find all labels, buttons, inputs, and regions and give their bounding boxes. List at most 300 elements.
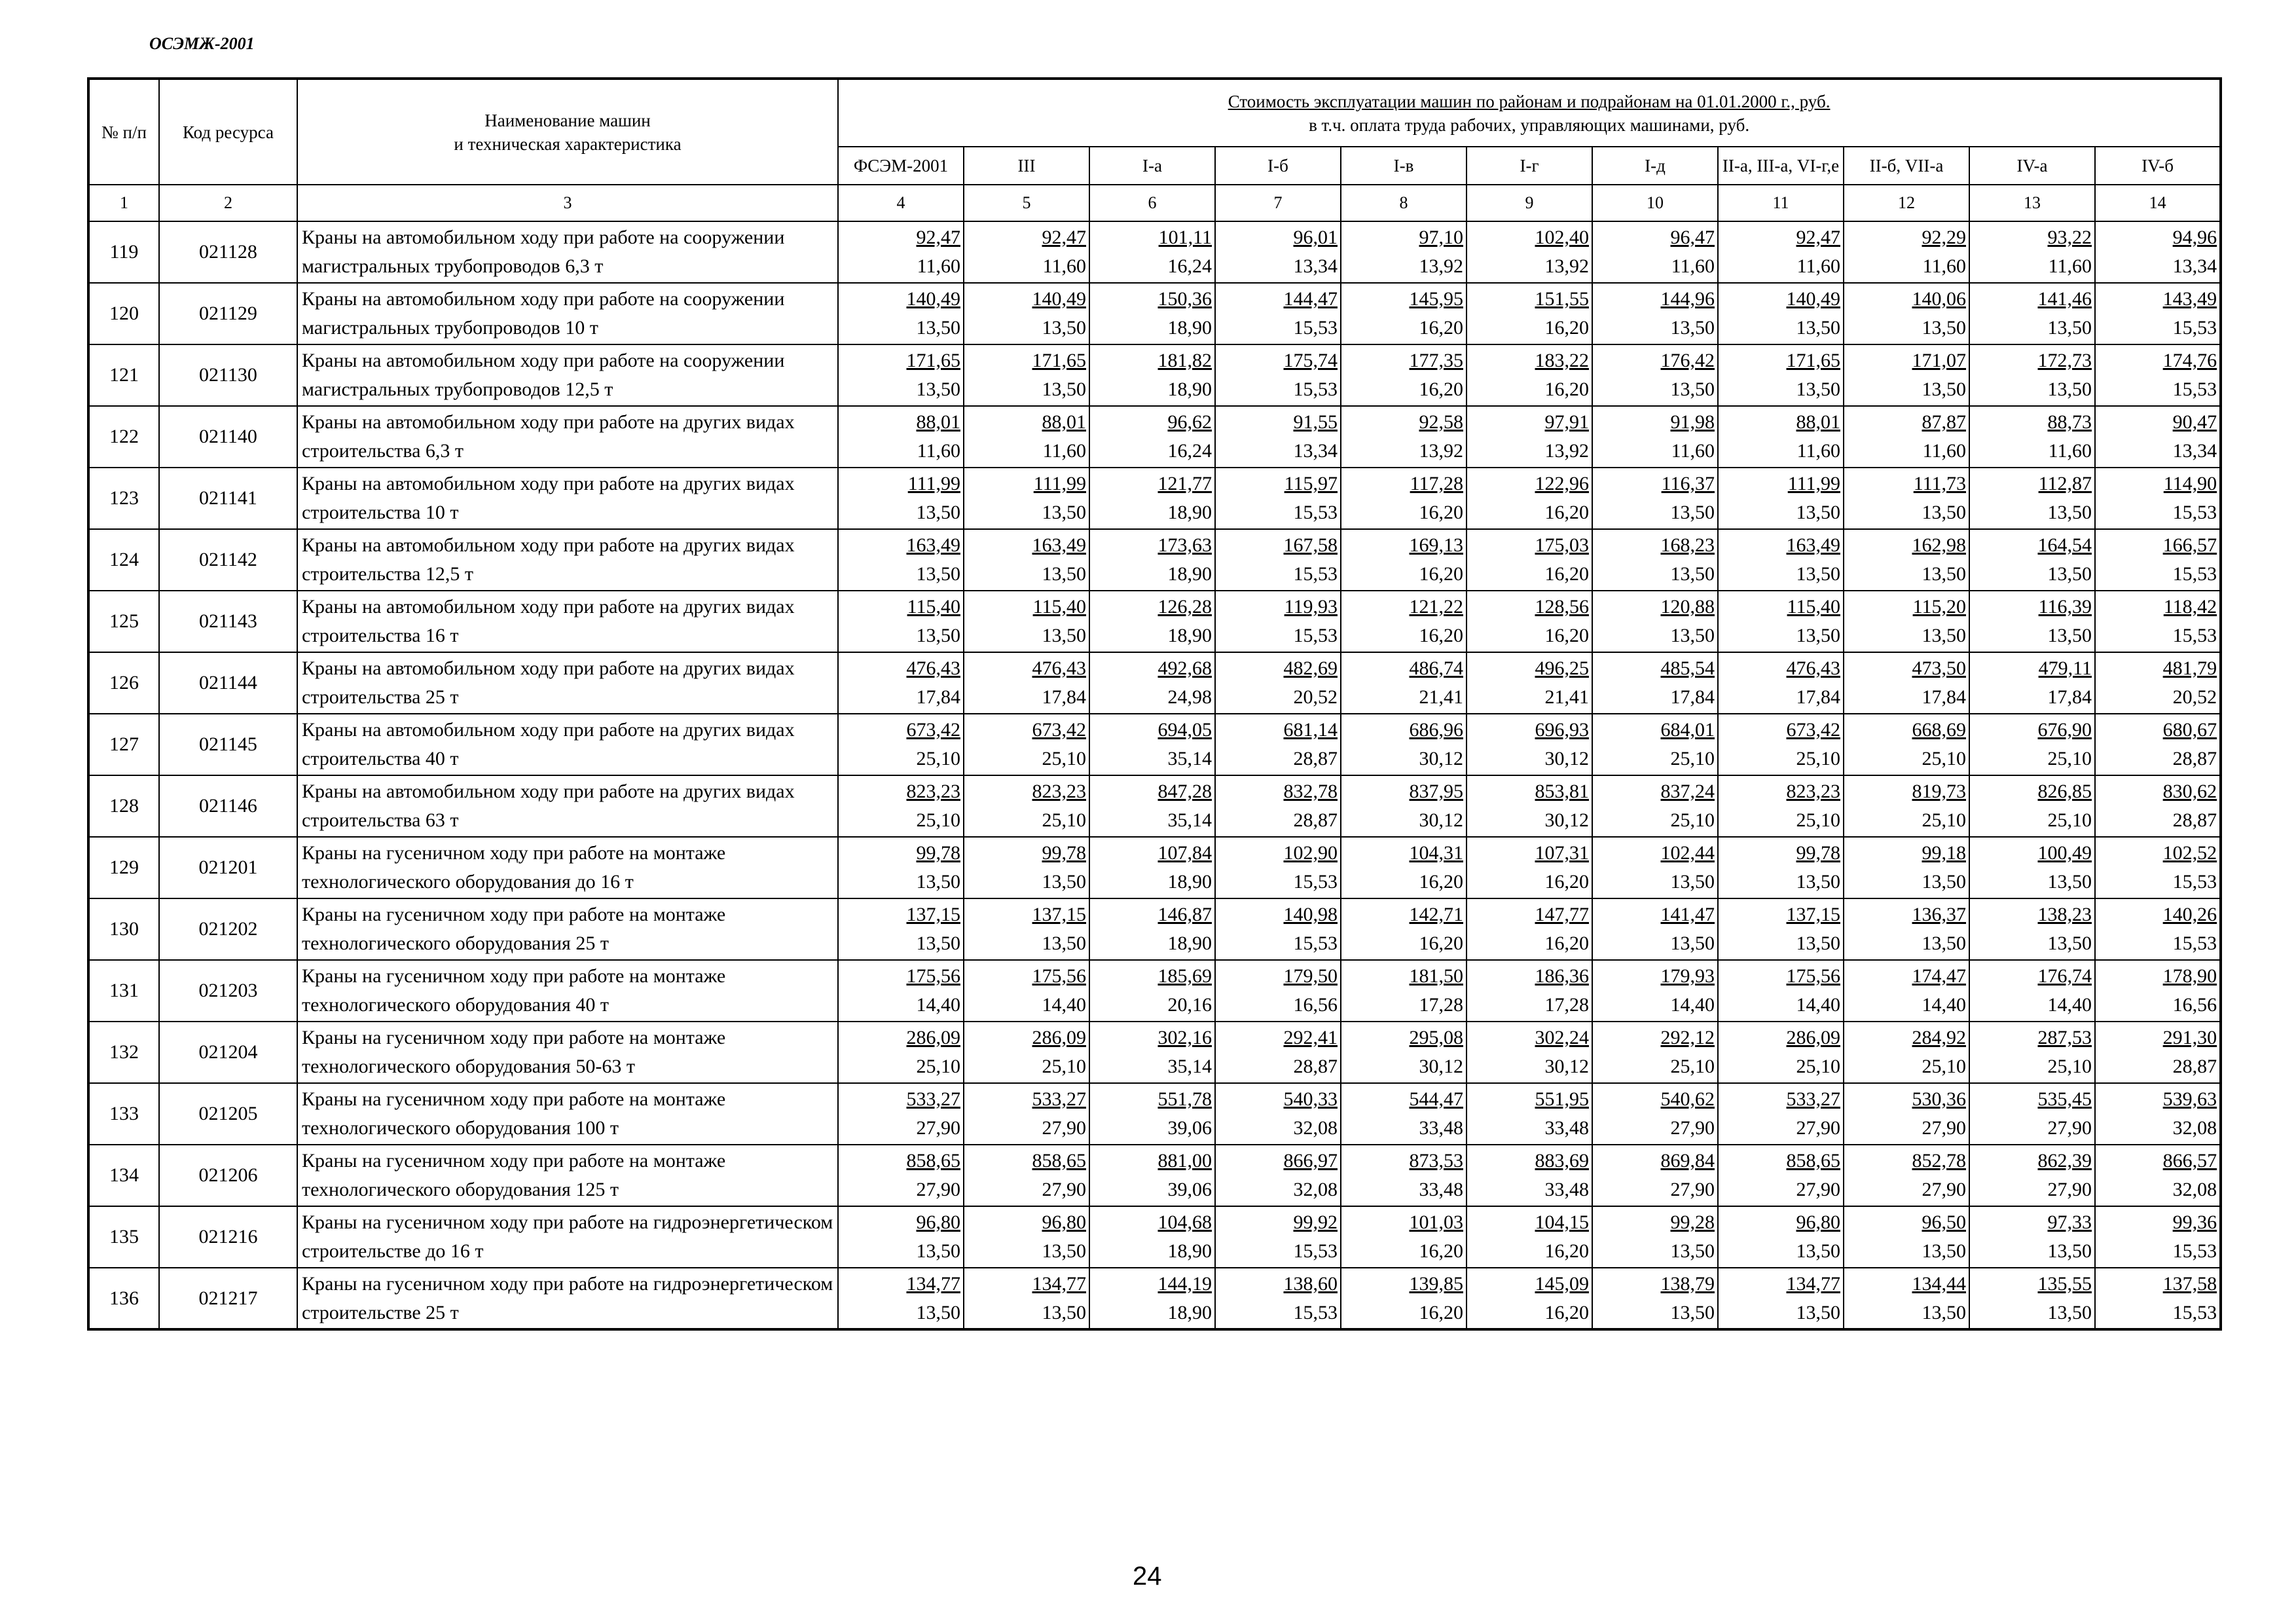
operating-cost: 286,09 <box>906 1027 960 1048</box>
labor-cost: 13,50 <box>1922 932 1966 954</box>
labor-cost: 28,87 <box>2172 809 2217 831</box>
operating-cost: 166,57 <box>2162 534 2217 556</box>
row-number: 134 <box>88 1145 159 1206</box>
resource-code: 021206 <box>159 1145 297 1206</box>
cost-cell <box>1844 960 1969 1022</box>
cost-cell <box>1969 1145 2095 1206</box>
labor-cost: 27,90 <box>1796 1117 1840 1139</box>
cost-cell <box>1089 775 1215 837</box>
labor-cost: 11,60 <box>1042 255 1086 277</box>
operating-cost: 853,81 <box>1535 781 1589 802</box>
column-number: 8 <box>1341 185 1467 221</box>
cost-cell <box>964 714 1089 775</box>
labor-cost: 13,34 <box>2172 440 2217 462</box>
operating-cost: 92,47 <box>1042 227 1086 248</box>
cost-cell <box>964 898 1089 960</box>
operating-cost: 102,52 <box>2162 842 2217 864</box>
labor-cost: 13,50 <box>1796 317 1840 339</box>
cost-cell <box>1215 344 1341 406</box>
labor-cost: 15,53 <box>1293 871 1338 893</box>
labor-cost: 24,98 <box>1167 686 1212 708</box>
cost-cell <box>2095 406 2221 468</box>
labor-cost: 15,53 <box>2172 502 2217 523</box>
cost-cell <box>1969 1206 2095 1268</box>
cost-cell <box>1844 1145 1969 1206</box>
labor-cost: 18,90 <box>1167 378 1212 400</box>
cost-cell <box>964 1083 1089 1145</box>
labor-cost: 13,50 <box>1042 625 1086 646</box>
labor-cost: 13,50 <box>1042 871 1086 893</box>
row-number: 130 <box>88 898 159 960</box>
operating-cost: 167,58 <box>1283 534 1338 556</box>
labor-cost: 25,10 <box>2047 1056 2092 1077</box>
cost-cell <box>1215 1145 1341 1206</box>
operating-cost: 869,84 <box>1660 1150 1715 1172</box>
cost-cell <box>964 1145 1089 1206</box>
cost-cell <box>1592 406 1718 468</box>
operating-cost: 135,55 <box>2037 1272 2092 1295</box>
cost-cell <box>2095 837 2221 898</box>
cost-cell <box>1718 468 1844 529</box>
operating-cost: 826,85 <box>2037 781 2092 802</box>
cost-cell <box>1969 837 2095 898</box>
labor-cost: 14,40 <box>1042 994 1086 1016</box>
operating-cost: 96,80 <box>916 1211 960 1233</box>
cost-cell <box>1969 775 2095 837</box>
labor-cost: 16,20 <box>1419 502 1463 523</box>
operating-cost: 173,63 <box>1157 534 1212 556</box>
labor-cost: 16,20 <box>1419 317 1463 339</box>
cost-cell <box>1969 960 2095 1022</box>
cost-cell <box>1844 529 1969 591</box>
machine-name: Краны на автомобильном ходу при работе на других видах строительства 6,3 т <box>297 406 838 468</box>
operating-cost: 175,56 <box>906 965 960 987</box>
labor-cost: 11,60 <box>1042 440 1086 462</box>
operating-cost: 115,40 <box>907 596 960 618</box>
labor-cost: 13,92 <box>1419 440 1463 462</box>
operating-cost: 111,99 <box>1787 473 1840 494</box>
table-row <box>88 344 2221 406</box>
cost-cell <box>1718 652 1844 714</box>
labor-cost: 20,16 <box>1167 994 1212 1016</box>
operating-cost: 92,47 <box>1796 227 1840 248</box>
labor-cost: 17,84 <box>1670 686 1715 708</box>
operating-cost: 102,40 <box>1535 227 1589 248</box>
cost-cell <box>1467 960 1592 1022</box>
operating-cost: 862,39 <box>2037 1150 2092 1172</box>
operating-cost: 179,93 <box>1660 965 1715 987</box>
cost-cell <box>2095 468 2221 529</box>
operating-cost: 292,12 <box>1660 1027 1715 1048</box>
column-number: 1 <box>88 185 159 221</box>
labor-cost: 13,50 <box>1670 625 1715 646</box>
resource-code: 021128 <box>159 221 297 283</box>
cost-cell <box>1467 652 1592 714</box>
cost-cell <box>1341 468 1467 529</box>
cost-cell <box>1592 837 1718 898</box>
cost-cell <box>1592 221 1718 283</box>
labor-cost: 13,34 <box>1293 255 1338 277</box>
operating-cost: 284,92 <box>1912 1027 1966 1048</box>
operating-cost: 117,28 <box>1410 473 1463 494</box>
operating-cost: 680,67 <box>2162 719 2217 741</box>
cost-cell <box>1215 714 1341 775</box>
operating-cost: 140,49 <box>906 288 960 310</box>
cost-cell <box>964 283 1089 344</box>
operating-cost: 858,65 <box>906 1150 960 1172</box>
operating-cost: 138,60 <box>1283 1272 1338 1295</box>
labor-cost: 13,50 <box>2047 1301 2092 1323</box>
operating-cost: 92,29 <box>1922 227 1966 248</box>
cost-cell <box>838 591 964 652</box>
labor-cost: 25,10 <box>1922 1056 1966 1077</box>
labor-cost: 25,10 <box>1796 1056 1840 1077</box>
cost-cell <box>838 344 964 406</box>
labor-cost: 25,10 <box>1670 748 1715 769</box>
row-number: 126 <box>88 652 159 714</box>
labor-cost: 13,50 <box>916 871 960 893</box>
operating-cost: 176,74 <box>2037 965 2092 987</box>
labor-cost: 18,90 <box>1167 932 1212 954</box>
labor-cost: 13,50 <box>1922 625 1966 646</box>
column-number: 5 <box>964 185 1089 221</box>
column-number: 9 <box>1467 185 1592 221</box>
labor-cost: 28,87 <box>2172 748 2217 769</box>
resource-code: 021129 <box>159 283 297 344</box>
labor-cost: 15,53 <box>2172 378 2217 400</box>
labor-cost: 18,90 <box>1167 1301 1212 1323</box>
operating-cost: 533,27 <box>1032 1088 1086 1110</box>
machine-name: Краны на автомобильном ходу при работе на других видах строительства 12,5 т <box>297 529 838 591</box>
labor-cost: 14,40 <box>2047 994 2092 1016</box>
labor-cost: 25,10 <box>1042 809 1086 831</box>
labor-cost: 14,40 <box>1796 994 1840 1016</box>
cost-cell <box>1592 1083 1718 1145</box>
row-number: 125 <box>88 591 159 652</box>
table-row <box>88 1268 2221 1329</box>
operating-cost: 145,95 <box>1409 288 1463 310</box>
labor-cost: 25,10 <box>916 809 960 831</box>
labor-cost: 13,50 <box>2047 1240 2092 1262</box>
operating-cost: 120,88 <box>1660 596 1715 618</box>
operating-cost: 99,78 <box>916 842 960 864</box>
cost-cell <box>1718 591 1844 652</box>
column-number: 4 <box>838 185 964 221</box>
resource-code: 021204 <box>159 1022 297 1083</box>
header-region: III <box>964 147 1089 185</box>
operating-cost: 286,09 <box>1786 1027 1840 1048</box>
cost-cell <box>1215 591 1341 652</box>
labor-cost: 27,90 <box>1042 1179 1086 1200</box>
operating-cost: 92,58 <box>1419 411 1463 433</box>
cost-cell <box>1718 1268 1844 1329</box>
resource-code: 021216 <box>159 1206 297 1268</box>
operating-cost: 858,65 <box>1032 1150 1086 1172</box>
labor-cost: 17,84 <box>1922 686 1966 708</box>
header-region: IV-а <box>1969 147 2095 185</box>
labor-cost: 11,60 <box>1796 255 1840 277</box>
labor-cost: 28,87 <box>2172 1056 2217 1077</box>
row-number: 121 <box>88 344 159 406</box>
cost-cell <box>1969 898 2095 960</box>
cost-cell <box>964 468 1089 529</box>
operating-cost: 114,90 <box>2163 473 2217 494</box>
operating-cost: 163,49 <box>1786 534 1840 556</box>
labor-cost: 28,87 <box>1293 809 1338 831</box>
operating-cost: 175,56 <box>1032 965 1086 987</box>
cost-cell <box>838 652 964 714</box>
cost-cell <box>1592 714 1718 775</box>
operating-cost: 134,77 <box>1786 1272 1840 1295</box>
header-region: II-б, VII-а <box>1844 147 1969 185</box>
labor-cost: 25,10 <box>916 1056 960 1077</box>
operating-cost: 137,15 <box>906 904 960 925</box>
cost-cell <box>1089 283 1215 344</box>
header-region: II-а, III-а, VI-г,е <box>1718 147 1844 185</box>
labor-cost: 13,50 <box>1042 1301 1086 1323</box>
operating-cost: 137,15 <box>1786 904 1840 925</box>
labor-cost: 15,53 <box>2172 317 2217 339</box>
cost-cell <box>1467 837 1592 898</box>
labor-cost: 13,92 <box>1544 255 1589 277</box>
cost-cell <box>1718 406 1844 468</box>
resource-code: 021144 <box>159 652 297 714</box>
cost-cell <box>1089 960 1215 1022</box>
cost-cell <box>2095 714 2221 775</box>
operating-cost: 830,62 <box>2162 781 2217 802</box>
cost-cell <box>838 468 964 529</box>
row-number: 131 <box>88 960 159 1022</box>
cost-cell <box>1844 652 1969 714</box>
page-number: 24 <box>1133 1562 1162 1591</box>
row-number: 127 <box>88 714 159 775</box>
operating-cost: 88,01 <box>1042 411 1086 433</box>
column-number: 13 <box>1969 185 2095 221</box>
operating-cost: 873,53 <box>1409 1150 1463 1172</box>
labor-cost: 35,14 <box>1167 748 1212 769</box>
labor-cost: 16,20 <box>1419 1240 1463 1262</box>
labor-cost: 13,50 <box>1922 1240 1966 1262</box>
cost-cell <box>1969 468 2095 529</box>
labor-cost: 33,48 <box>1544 1117 1589 1139</box>
header-resource-code: Код ресурса <box>159 79 297 185</box>
operating-cost: 104,15 <box>1535 1211 1589 1233</box>
cost-cell <box>838 1083 964 1145</box>
labor-cost: 16,24 <box>1167 255 1212 277</box>
operating-cost: 121,77 <box>1157 473 1212 494</box>
cost-cell <box>1592 1145 1718 1206</box>
resource-code: 021145 <box>159 714 297 775</box>
operating-cost: 696,93 <box>1535 719 1589 741</box>
cost-cell <box>1341 221 1467 283</box>
operating-cost: 150,36 <box>1157 288 1212 310</box>
operating-cost: 107,84 <box>1157 842 1212 864</box>
row-number: 129 <box>88 837 159 898</box>
cost-cell <box>1215 1206 1341 1268</box>
cost-cell <box>1718 1083 1844 1145</box>
labor-cost: 14,40 <box>916 994 960 1016</box>
operating-cost: 866,97 <box>1283 1150 1338 1172</box>
cost-cell <box>964 1206 1089 1268</box>
operating-cost: 551,78 <box>1157 1088 1212 1110</box>
labor-cost: 30,12 <box>1544 748 1589 769</box>
labor-cost: 18,90 <box>1167 625 1212 646</box>
labor-cost: 13,50 <box>1670 502 1715 523</box>
labor-cost: 16,20 <box>1419 1301 1463 1323</box>
labor-cost: 13,50 <box>1922 1301 1966 1323</box>
header-region: I-а <box>1089 147 1215 185</box>
table-row <box>88 837 2221 898</box>
cost-cell <box>1215 221 1341 283</box>
cost-cell <box>1215 1083 1341 1145</box>
labor-cost: 15,53 <box>1293 1240 1338 1262</box>
labor-cost: 13,50 <box>1922 378 1966 400</box>
operating-cost: 101,03 <box>1409 1211 1463 1233</box>
column-number: 7 <box>1215 185 1341 221</box>
labor-cost: 11,60 <box>2048 440 2092 462</box>
cost-cell <box>2095 1145 2221 1206</box>
operating-cost: 492,68 <box>1157 657 1212 679</box>
operating-cost: 140,26 <box>2162 904 2217 925</box>
cost-cell <box>1089 406 1215 468</box>
cost-cell <box>1844 837 1969 898</box>
labor-cost: 17,28 <box>1544 994 1589 1016</box>
cost-cell <box>1718 221 1844 283</box>
machine-name: Краны на автомобильном ходу при работе на других видах строительства 16 т <box>297 591 838 652</box>
labor-cost: 18,90 <box>1167 871 1212 893</box>
cost-cell <box>1718 714 1844 775</box>
table-row <box>88 652 2221 714</box>
labor-cost: 30,12 <box>1419 1056 1463 1077</box>
labor-cost: 27,90 <box>916 1117 960 1139</box>
operating-cost: 533,27 <box>906 1088 960 1110</box>
operating-cost: 819,73 <box>1912 781 1966 802</box>
cost-cell <box>1341 591 1467 652</box>
operating-cost: 88,73 <box>2047 411 2092 433</box>
header-cost-title <box>838 79 2221 147</box>
labor-cost: 17,84 <box>1042 686 1086 708</box>
labor-cost: 35,14 <box>1167 809 1212 831</box>
labor-cost: 15,53 <box>1293 317 1338 339</box>
operating-cost: 694,05 <box>1157 719 1212 741</box>
labor-cost: 13,50 <box>1796 1301 1840 1323</box>
operating-cost: 126,28 <box>1157 596 1212 618</box>
cost-cell <box>1215 652 1341 714</box>
cost-cell <box>1718 283 1844 344</box>
operating-cost: 136,37 <box>1912 904 1966 925</box>
cost-cell <box>2095 1022 2221 1083</box>
operating-cost: 171,65 <box>1786 350 1840 371</box>
labor-cost: 25,10 <box>2047 748 2092 769</box>
operating-cost: 302,16 <box>1157 1027 1212 1048</box>
cost-cell <box>838 283 964 344</box>
machine-name: Краны на автомобильном ходу при работе на других видах строительства 40 т <box>297 714 838 775</box>
table-row <box>88 591 2221 652</box>
operating-cost: 87,87 <box>1922 411 1966 433</box>
operating-cost: 119,93 <box>1284 596 1338 618</box>
row-number: 128 <box>88 775 159 837</box>
machine-name: Краны на гусеничном ходу при работе на монтаже технологического оборудования 100 т <box>297 1083 838 1145</box>
cost-cell <box>838 837 964 898</box>
labor-cost: 30,12 <box>1544 809 1589 831</box>
labor-cost: 39,06 <box>1167 1117 1212 1139</box>
operating-cost: 287,53 <box>2037 1027 2092 1048</box>
operating-cost: 485,54 <box>1660 657 1715 679</box>
operating-cost: 91,98 <box>1670 411 1715 433</box>
labor-cost: 13,50 <box>2047 317 2092 339</box>
table-row <box>88 468 2221 529</box>
labor-cost: 13,50 <box>1042 502 1086 523</box>
labor-cost: 30,12 <box>1419 809 1463 831</box>
labor-cost: 17,84 <box>916 686 960 708</box>
operating-cost: 121,22 <box>1409 596 1463 618</box>
operating-cost: 179,50 <box>1283 965 1338 987</box>
operating-cost: 171,65 <box>1032 350 1086 371</box>
labor-cost: 18,90 <box>1167 502 1212 523</box>
row-number: 123 <box>88 468 159 529</box>
operating-cost: 177,35 <box>1409 350 1463 371</box>
cost-cell <box>1089 529 1215 591</box>
cost-cell <box>1844 344 1969 406</box>
cost-cell <box>1844 406 1969 468</box>
row-number: 119 <box>88 221 159 283</box>
operating-cost: 102,90 <box>1283 842 1338 864</box>
operating-cost: 104,31 <box>1409 842 1463 864</box>
labor-cost: 25,10 <box>1796 748 1840 769</box>
operating-cost: 162,98 <box>1912 534 1966 556</box>
operating-cost: 847,28 <box>1157 781 1212 802</box>
operating-cost: 92,47 <box>916 227 960 248</box>
labor-cost: 27,90 <box>1042 1117 1086 1139</box>
labor-cost: 16,20 <box>1544 317 1589 339</box>
cost-cell <box>2095 1083 2221 1145</box>
operating-cost: 852,78 <box>1912 1150 1966 1172</box>
machine-name: Краны на автомобильном ходу при работе на других видах строительства 63 т <box>297 775 838 837</box>
operating-cost: 144,96 <box>1660 288 1715 310</box>
resource-code: 021203 <box>159 960 297 1022</box>
cost-cell <box>1592 1268 1718 1329</box>
operating-cost: 134,44 <box>1912 1272 1966 1295</box>
operating-cost: 540,33 <box>1283 1088 1338 1110</box>
cost-cell <box>1341 898 1467 960</box>
labor-cost: 13,50 <box>1796 563 1840 585</box>
operating-cost: 181,82 <box>1157 350 1212 371</box>
machine-name: Краны на гусеничном ходу при работе на монтаже технологического оборудования 25 т <box>297 898 838 960</box>
labor-cost: 13,50 <box>916 625 960 646</box>
cost-cell <box>1718 1022 1844 1083</box>
operating-cost: 476,43 <box>1032 657 1086 679</box>
operating-cost: 144,19 <box>1157 1272 1212 1295</box>
operating-cost: 476,43 <box>906 657 960 679</box>
header-machine-name-line1: Наименование машин <box>484 110 651 130</box>
labor-cost: 30,12 <box>1544 1056 1589 1077</box>
cost-cell <box>1341 1268 1467 1329</box>
cost-cell <box>1592 960 1718 1022</box>
operating-cost: 175,74 <box>1283 350 1338 371</box>
labor-cost: 13,50 <box>1670 932 1715 954</box>
cost-cell <box>1215 529 1341 591</box>
operating-cost: 90,47 <box>2172 411 2217 433</box>
row-number: 132 <box>88 1022 159 1083</box>
labor-cost: 13,50 <box>916 1240 960 1262</box>
labor-cost: 13,50 <box>916 378 960 400</box>
labor-cost: 25,10 <box>1670 809 1715 831</box>
labor-cost: 15,53 <box>2172 625 2217 646</box>
operating-cost: 122,96 <box>1535 473 1589 494</box>
resource-code: 021146 <box>159 775 297 837</box>
column-number: 3 <box>297 185 838 221</box>
header-region: IV-б <box>2095 147 2221 185</box>
